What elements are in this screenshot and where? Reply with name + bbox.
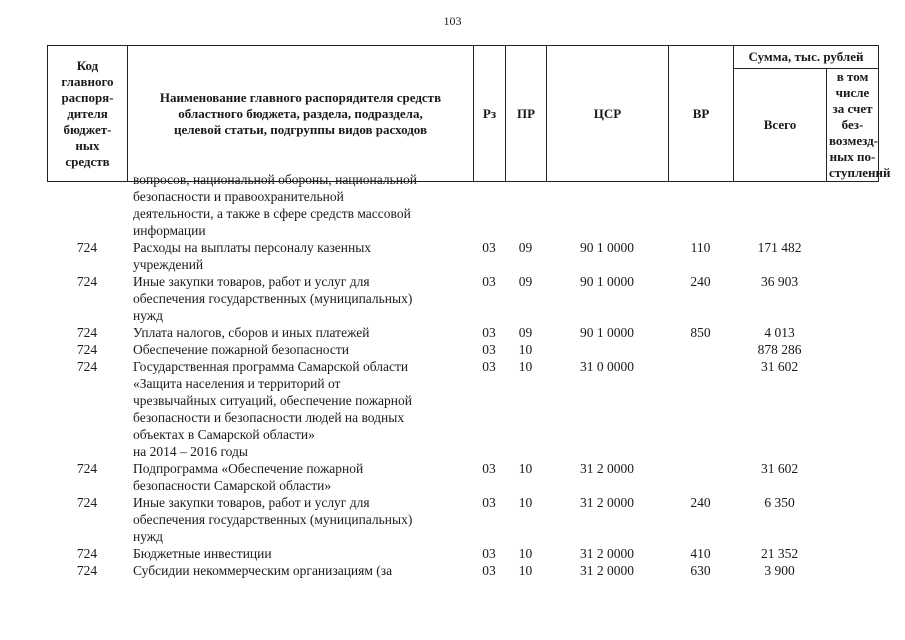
row-pr: 10 — [518, 546, 533, 561]
row-code: 724 — [76, 546, 98, 561]
row-code: 724 — [76, 342, 98, 357]
table-row — [47, 273, 878, 324]
table-row — [47, 171, 878, 239]
header-rz: Рз — [474, 46, 506, 182]
header-name: Наименование главного распорядителя средств областного бюджета, раздела, подраздела, целевой статьи, подгруппы видов расходов — [128, 46, 474, 182]
row-rz: 03 — [482, 563, 496, 578]
row-rz: 03 — [482, 274, 496, 289]
row-rz: 03 — [482, 325, 496, 340]
row-csr: 31 2 0000 — [580, 461, 634, 476]
row-pr: 09 — [518, 325, 533, 340]
header-sum-group: Сумма, тыс. рублей — [734, 46, 879, 69]
row-code: 724 — [76, 563, 98, 578]
header-code: Код главного распоря- дителя бюджет- ных средств — [48, 46, 128, 182]
row-total: 878 286 — [757, 342, 802, 357]
row-rz: 03 — [482, 461, 496, 476]
table-row — [47, 239, 878, 273]
row-total: 3 900 — [764, 563, 795, 578]
row-pr: 10 — [518, 342, 533, 357]
table-row — [47, 545, 878, 562]
row-pr: 09 — [518, 240, 533, 255]
row-name: Иные закупки товаров, работ и услуг для обеспечения государственных (муниципальных) нужд — [133, 274, 413, 323]
header-vr: ВР — [669, 46, 734, 182]
row-total: 21 352 — [760, 546, 799, 561]
row-vr: 240 — [690, 495, 711, 510]
row-rz: 03 — [482, 240, 496, 255]
row-vr: 850 — [690, 325, 711, 340]
row-vr: 630 — [690, 563, 711, 578]
row-vr: 410 — [690, 546, 711, 561]
row-name: Расходы на выплаты персоналу казенных учреждений — [133, 240, 372, 272]
row-csr: 90 1 0000 — [580, 325, 634, 340]
row-name: вопросов, национальной обороны, национальной безопасности и правоохранительной деятельности, а также в сфере средств массовой информации — [133, 172, 417, 238]
row-code: 724 — [76, 325, 98, 340]
row-pr: 10 — [518, 495, 533, 510]
row-name: Иные закупки товаров, работ и услуг для обеспечения государственных (муниципальных) нужд — [133, 495, 413, 544]
table-row — [47, 341, 878, 358]
table-row — [47, 494, 878, 545]
row-csr: 90 1 0000 — [580, 274, 634, 289]
table-header — [47, 45, 891, 180]
row-csr: 90 1 0000 — [580, 240, 634, 255]
row-rz: 03 — [482, 342, 496, 357]
row-name: Подпрограмма «Обеспечение пожарной безопасности Самарской области» — [133, 461, 364, 493]
header-csr: ЦСР — [547, 46, 669, 182]
row-code: 724 — [76, 274, 98, 289]
row-pr: 09 — [518, 274, 533, 289]
row-code: 724 — [76, 495, 98, 510]
row-total: 4 013 — [764, 325, 795, 340]
row-code: 724 — [76, 240, 98, 255]
row-total: 36 903 — [760, 274, 799, 289]
row-name: Уплата налогов, сборов и иных платежей — [133, 325, 370, 340]
table-body — [47, 171, 878, 579]
row-total: 171 482 — [757, 240, 802, 255]
row-csr: 31 2 0000 — [580, 546, 634, 561]
table-row — [47, 358, 878, 460]
row-vr: 240 — [690, 274, 711, 289]
row-pr: 10 — [518, 359, 533, 374]
table-row — [47, 324, 878, 341]
table-row — [47, 460, 878, 494]
row-total: 31 602 — [760, 359, 799, 374]
row-rz: 03 — [482, 359, 496, 374]
row-total: 6 350 — [764, 495, 795, 510]
row-name: Субсидии некоммерческим организациям (за — [133, 563, 393, 578]
header-free: в том числе за счет без- возмезд- ных по- ступлений — [827, 69, 879, 182]
row-vr: 110 — [690, 240, 711, 255]
row-rz: 03 — [482, 546, 496, 561]
row-rz: 03 — [482, 495, 496, 510]
row-csr: 31 2 0000 — [580, 495, 634, 510]
row-total: 31 602 — [760, 461, 799, 476]
row-pr: 10 — [518, 461, 533, 476]
header-pr: ПР — [506, 46, 547, 182]
table-row — [47, 562, 878, 579]
row-csr: 31 0 0000 — [580, 359, 634, 374]
row-csr: 31 2 0000 — [580, 563, 634, 578]
row-code: 724 — [76, 461, 98, 476]
row-name: Бюджетные инвестиции — [133, 546, 272, 561]
header-total: Всего — [734, 69, 827, 182]
row-name: Государственная программа Самарской области «Защита населения и территорий от чрезвычайных ситуаций, обеспечение пожарной безопасности и безопасности людей на водных объектах в Самарской области» на 2014 – 2016 годы — [133, 359, 412, 459]
row-code: 724 — [76, 359, 98, 374]
row-pr: 10 — [518, 563, 533, 578]
row-name: Обеспечение пожарной безопасности — [133, 342, 350, 357]
page-number: 103 — [443, 14, 462, 28]
